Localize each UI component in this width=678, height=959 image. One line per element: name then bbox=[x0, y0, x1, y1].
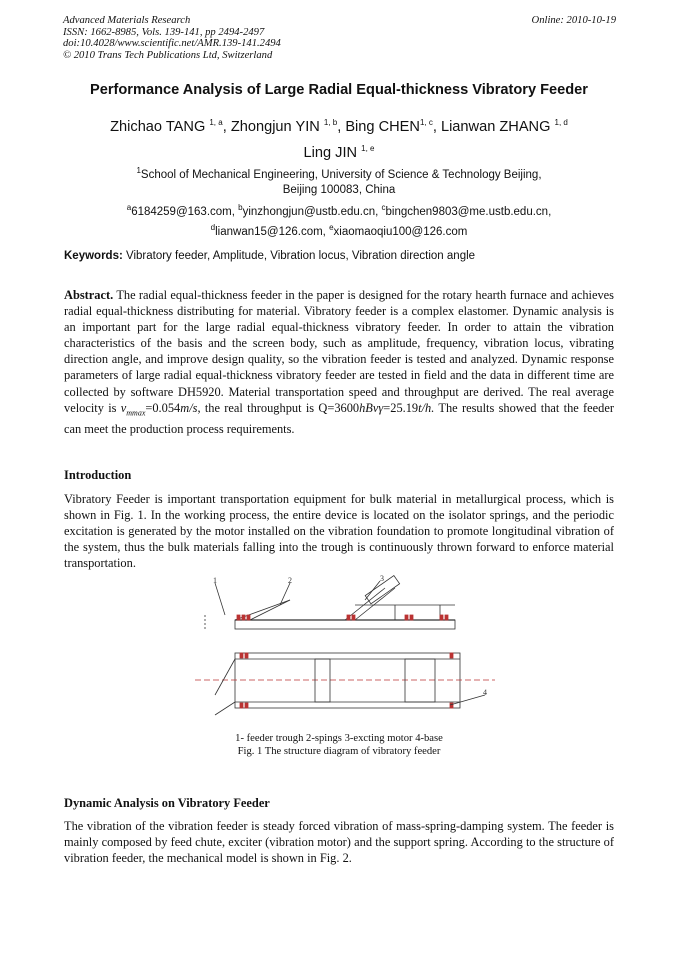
email-mark: d bbox=[210, 222, 216, 232]
abstract-label: Abstract. bbox=[64, 288, 114, 302]
author-separator: , bbox=[432, 118, 441, 135]
figure-label-1: 1 bbox=[213, 576, 217, 585]
page-header bbox=[63, 15, 616, 61]
author-name: Zhongjun YIN bbox=[230, 118, 320, 135]
author-list bbox=[60, 112, 618, 164]
figure-caption-block bbox=[0, 732, 678, 758]
author-affil-mark: 1, a bbox=[209, 118, 223, 127]
copyright-line: © 2010 Trans Tech Publications Ltd, Switzerland bbox=[63, 49, 273, 61]
author-separator: , bbox=[337, 118, 346, 135]
email-mark: a bbox=[126, 203, 132, 212]
section-heading-introduction: Introduction bbox=[64, 468, 132, 482]
figure-label-2: 2 bbox=[288, 576, 292, 585]
author-affil-mark: 1, c bbox=[419, 118, 433, 127]
keywords-label: Keywords: bbox=[64, 250, 123, 262]
email-d: lianwan15@126.com, bbox=[215, 225, 330, 238]
journal-name: Advanced Materials Research bbox=[63, 15, 191, 26]
support-rod bbox=[250, 600, 290, 620]
abstract bbox=[64, 287, 614, 437]
abstract-text: =25.19 bbox=[383, 400, 419, 415]
affil-mark: 1 bbox=[136, 166, 141, 175]
keywords bbox=[64, 250, 619, 262]
velocity-subscript-text: mmax bbox=[126, 408, 146, 418]
leader-line bbox=[215, 583, 225, 615]
structure-diagram bbox=[195, 575, 495, 735]
section-heading-dynamic-analysis: Dynamic Analysis on Vibratory Feeder bbox=[64, 796, 270, 810]
leader-line bbox=[365, 581, 380, 600]
velocity-unit: m/s bbox=[180, 400, 198, 415]
plan-view-frame bbox=[235, 653, 460, 708]
paper-title: Performance Analysis of Large Radial Equal-thickness Vibratory Feeder bbox=[90, 82, 588, 98]
throughput-unit: t/h. bbox=[418, 400, 435, 415]
email-mark: c bbox=[381, 203, 386, 212]
abstract-text: , the real throughput is Q=3600 bbox=[197, 400, 360, 415]
figure-label-4: 4 bbox=[483, 688, 487, 697]
dynamic-analysis-text: The vibration of the vibration feeder is steady forced vibration of mass-spring-damping system. The feeder is mainly composed by feed chute, exciter (vibration motor) and the support spring. According to the structure of vibration feeder, the mechanical model is shown in Fig. 2. bbox=[64, 819, 614, 866]
email-a: 6184259@163.com, bbox=[131, 205, 239, 218]
feeder-trough-body bbox=[235, 620, 455, 629]
doi-line: doi:10.4028/www.scientific.net/AMR.139-141.2494 bbox=[63, 38, 281, 49]
online-date: Online: 2010-10-19 bbox=[531, 15, 616, 26]
email-mark: e bbox=[329, 222, 334, 232]
author-name: Zhichao TANG bbox=[110, 118, 206, 135]
affil-line-1: School of Mechanical Engineering, University of Science & Technology Beijing, bbox=[140, 168, 542, 181]
spring-row-plan bbox=[240, 653, 453, 708]
author-separator: , bbox=[222, 118, 231, 135]
email-c: bingchen9803@me.ustb.edu.cn, bbox=[385, 205, 552, 218]
velocity-symbol: v bbox=[120, 400, 127, 415]
author-name: Ling JIN bbox=[303, 144, 358, 161]
abstract-text: The radial equal-thickness feeder in the paper is designed for the rotary hearth furnace and achieves radial equal-thickness distributing for material. Vibratory feeder is a complex elastomer. Dynamic analysis is an important part for the large radial equal-thickness vibratory feeder. In order to attain the vibration characteristics of the basis and the screen body, such as amplitude, frequency, vibration locus, vibrating direction angle, and improve design quality, so the vibration feeder is tested and analyzed. Dynamic response parameters of large radial equal-thickness vibratory feeder are tested in field and the data in different time are collected by software DH5920. Material transportation speed and throughput are derived. The real average velocity is bbox=[64, 288, 614, 415]
motor-plan-view bbox=[315, 659, 330, 702]
issn-line: ISSN: 1662-8985, Vols. 139-141, pp 2494-2497 bbox=[63, 26, 265, 38]
motor-bracket bbox=[355, 588, 395, 620]
author-affil-mark: 1, b bbox=[323, 118, 338, 127]
leader-line bbox=[450, 695, 485, 705]
figure-caption: Fig. 1 The structure diagram of vibratory feeder bbox=[237, 746, 441, 757]
figure-label-3: 3 bbox=[380, 575, 384, 583]
author-name: Lianwan ZHANG bbox=[440, 118, 551, 135]
author-affil-mark: 1, e bbox=[361, 143, 375, 153]
email-list bbox=[60, 200, 618, 240]
abstract-text: The results showed that the feeder can meet the production process requirements. bbox=[64, 400, 614, 437]
email-b: yinzhongjun@ustb.edu.cn, bbox=[242, 205, 382, 218]
keywords-text: Vibratory feeder, Amplitude, Vibration locus, Vibration direction angle bbox=[122, 250, 476, 262]
author-affil-mark: 1, d bbox=[554, 118, 568, 127]
motor-bracket bbox=[345, 588, 385, 620]
email-mark: b bbox=[238, 203, 243, 212]
figure-legend: 1- feeder trough 2-spings 3-excting motor 4-base bbox=[235, 733, 443, 744]
introduction-text: Vibratory Feeder is important transportation equipment for bulk material in metallurgical process, which is shown in Fig. 1. In the working process, the entire device is located on the isolator springs, and the periodic excitation is generated by the motor installed on the vibration foundation to promote longitudinal vibration of the system, thus the bulk materials falling into the trough is continuously thrown forward to enforce material transportation. bbox=[64, 492, 614, 571]
velocity-subscript bbox=[126, 408, 145, 417]
base-plan-view bbox=[405, 659, 435, 702]
trough-outline bbox=[215, 659, 235, 695]
spring-row-top bbox=[237, 615, 448, 620]
author-name: Bing CHEN bbox=[345, 118, 420, 135]
abstract-text: =0.054 bbox=[145, 400, 181, 415]
throughput-formula: hBvγ bbox=[359, 400, 384, 415]
affiliation bbox=[60, 163, 618, 198]
trough-outline bbox=[215, 702, 235, 715]
email-e: xiaomaoqiu100@126.com bbox=[333, 225, 468, 238]
affil-line-2: Beijing 100083, China bbox=[282, 183, 396, 196]
